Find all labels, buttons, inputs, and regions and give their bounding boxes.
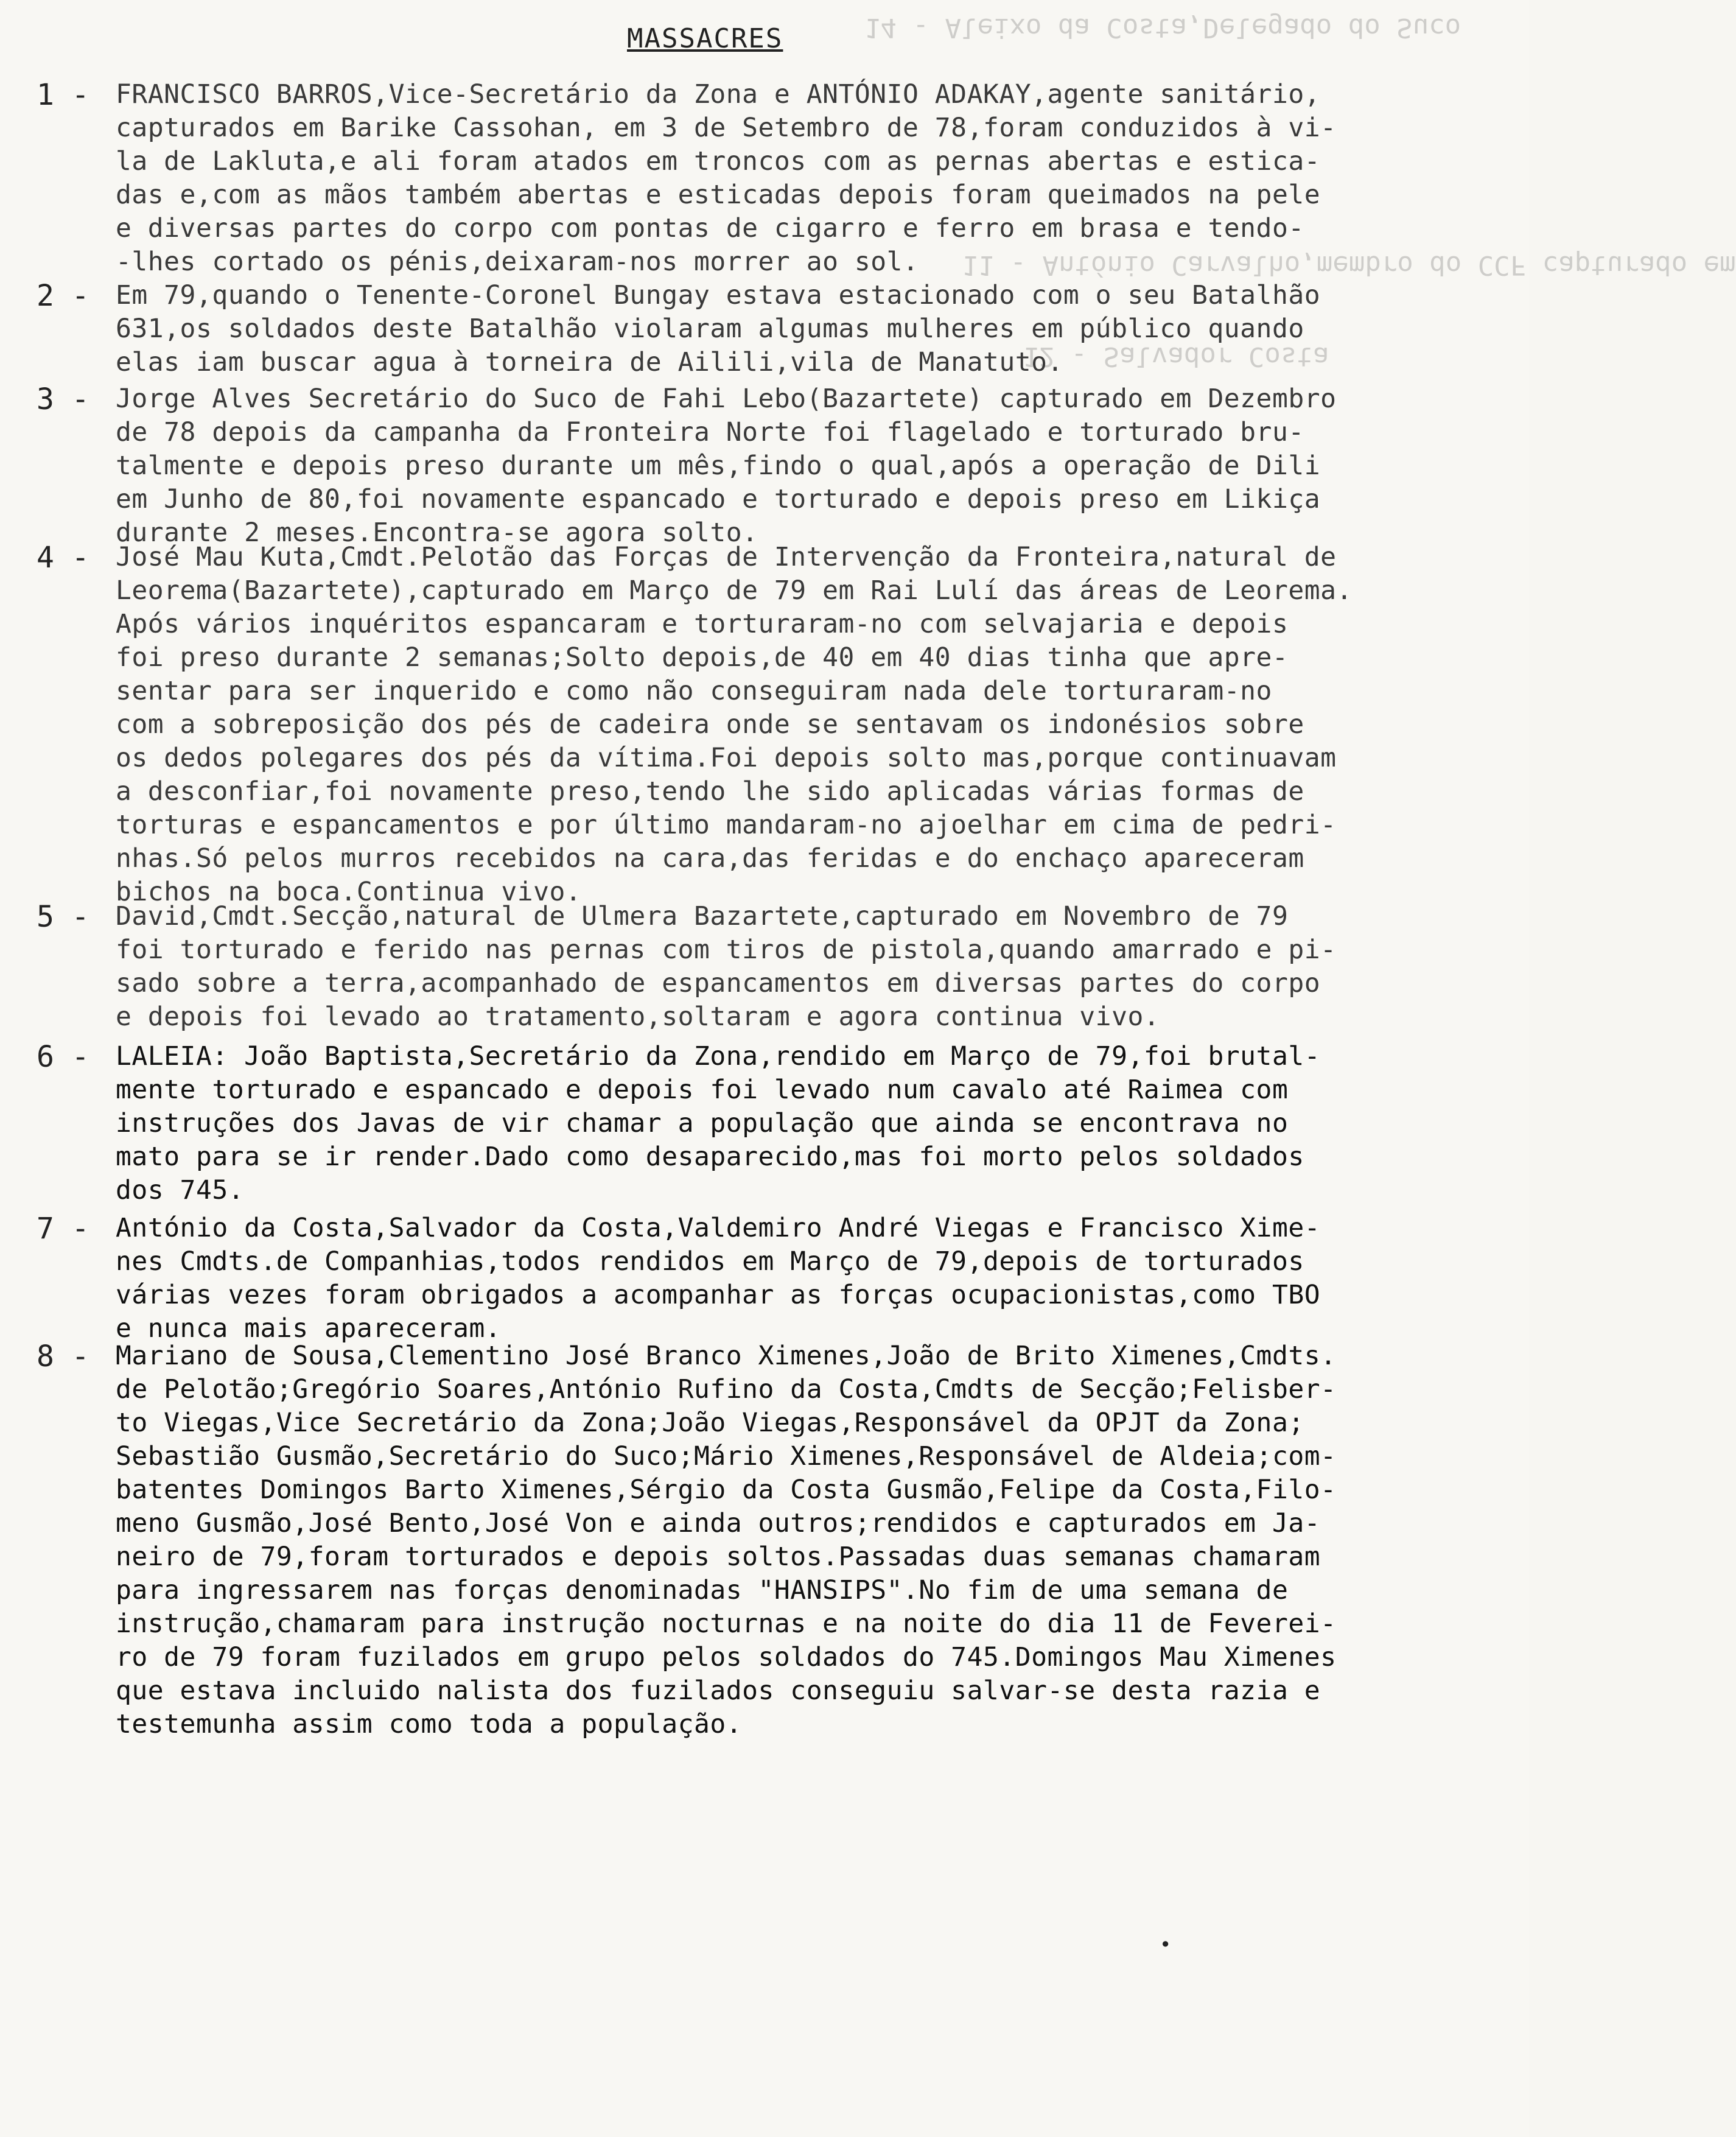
ink-mark: •: [1160, 1933, 1172, 1956]
page-title: MASSACRES: [627, 23, 783, 54]
list-item: [37, 541, 1485, 909]
list-item: [37, 1212, 1485, 1346]
item-text: Jorge Alves Secretário do Suco de Fahi Lebo(Bazartete) capturado em Dezembro de 78 depois da campanha da Fronteira Norte foi flagelado e torturado bru- talmente e depois preso durante um mês,findo o qual,após a operação de Dili em Junho de 80,foi novamente espancado e torturado e depois preso em Likiça durante 2 meses.Encontra-se agora solto.: [116, 384, 1337, 548]
item-number: 4 -: [37, 541, 89, 575]
list-item: [37, 382, 1485, 550]
list-item: [37, 1040, 1485, 1207]
item-text: Mariano de Sousa,Clementino José Branco Ximenes,João de Brito Ximenes,Cmdts. de Pelotão;Gregório Soares,António Rufino da Costa,Cmdts de Secção;Felisber- to Viegas,Vice Secretário da Zona;João Viegas,Responsável da OPJT da Zona; Sebastião Gusmão,Secretário do Suco;Mário Ximenes,Responsável de Aldeia;com- batentes Domingos Barto Ximenes,Sérgio da Costa Gusmão,Felipe da Costa,Filo- meno Gusmão,José Bento,José Von e ainda outros;rendidos e capturados em Ja- neiro de 79,foram torturados e depois soltos.Passadas duas semanas chamaram para ingressarem nas forças denominadas "HANSIPS".No fim de uma semana de instrução,chamaram para instrução nocturnas e na noite do dia 11 de Feverei- ro de 79 foram fuzilados em grupo pelos soldados do 745.Domingos Mau Ximenes que estava incluido nalista dos fuzilados conseguiu salvar-se desta razia e testemunha assim como toda a população.: [116, 1341, 1337, 1739]
item-text: António da Costa,Salvador da Costa,Valdemiro André Viegas e Francisco Xime- nes Cmdts.de Companhias,todos rendidos em Março de 79,depois de torturados várias vezes foram obrigados a acompanhar as forças ocupacionistas,como TBO e nunca mais apareceram.: [116, 1213, 1321, 1344]
item-number: 3 -: [37, 382, 89, 416]
item-text: FRANCISCO BARROS,Vice-Secretário da Zona e ANTÓNIO ADAKAY,agente sanitário, capturados em Barike Cassohan, em 3 de Setembro de 78,foram conduzidos à vi- la de Lakluta,e ali foram atados em troncos com as pernas abertas e estica- das e,com as mãos também abertas e esticadas depois foram queimados na pele e diversas partes do corpo com pontas de cigarro e ferro em brasa e tendo- -lhes cortado os pénis,deixaram-nos morrer ao sol.: [116, 79, 1337, 277]
item-number: 1 -: [37, 78, 89, 112]
list-item: [37, 900, 1485, 1034]
item-number: 7 -: [37, 1212, 89, 1246]
list-item: [37, 279, 1485, 379]
list-item: [37, 78, 1485, 279]
bleed-through-text: 11 - António Carvalho,membro do CCF capturado em: [962, 250, 1736, 281]
bleed-through-text: 12 - Salvador Costa: [1023, 341, 1329, 372]
item-number: 6 -: [37, 1040, 89, 1074]
item-text: David,Cmdt.Secção,natural de Ulmera Bazartete,capturado em Novembro de 79 foi torturado e ferido nas pernas com tiros de pistola,quando amarrado e pi- sado sobre a terra,acompanhado de espancamentos em diversas partes do corpo e depois foi levado ao tratamento,soltaram e agora continua vivo.: [116, 901, 1337, 1032]
item-number: 2 -: [37, 279, 89, 313]
item-text: Em 79,quando o Tenente-Coronel Bungay estava estacionado com o seu Batalhão 631,os soldados deste Batalhão violaram algumas mulheres em público quando elas iam buscar agua à torneira de Ailili,vila de Manatuto.: [116, 280, 1321, 377]
item-text: LALEIA: João Baptista,Secretário da Zona,rendido em Março de 79,foi brutal- mente torturado e espancado e depois foi levado num cavalo até Raimea com instruções dos Javas de vir chamar a população que ainda se encontrava no mato para se ir render.Dado como desaparecido,mas foi morto pelos soldados dos 745.: [116, 1041, 1321, 1205]
bleed-through-text: 14 - Aleixo da Costa,Delegado do Suco: [864, 12, 1461, 43]
list-item: [37, 1339, 1485, 1741]
item-number: 5 -: [37, 900, 89, 934]
item-text: José Mau Kuta,Cmdt.Pelotão das Forças de Intervenção da Fronteira,natural de Leorema(Bazartete),capturado em Março de 79 em Rai Lulí das áreas de Leorema. Após vários inquéritos espancaram e torturaram-no com selvajaria e depois foi preso durante 2 semanas;Solto depois,de 40 em 40 dias tinha que apre- sentar para ser inquerido e como não conseguiram nada dele torturaram-no com a sobreposição dos pés de cadeira onde se sentavam os indonésios sobre os dedos polegares dos pés da vítima.Foi depois solto mas,porque continuavam a desconfiar,foi novamente preso,tendo lhe sido aplicadas várias formas de torturas e espancamentos e por último mandaram-no ajoelhar em cima de pedri- nhas.Só pelos murros recebidos na cara,das feridas e do enchaço apareceram bichos na boca.Continua vivo.: [116, 542, 1353, 907]
item-number: 8 -: [37, 1339, 89, 1374]
